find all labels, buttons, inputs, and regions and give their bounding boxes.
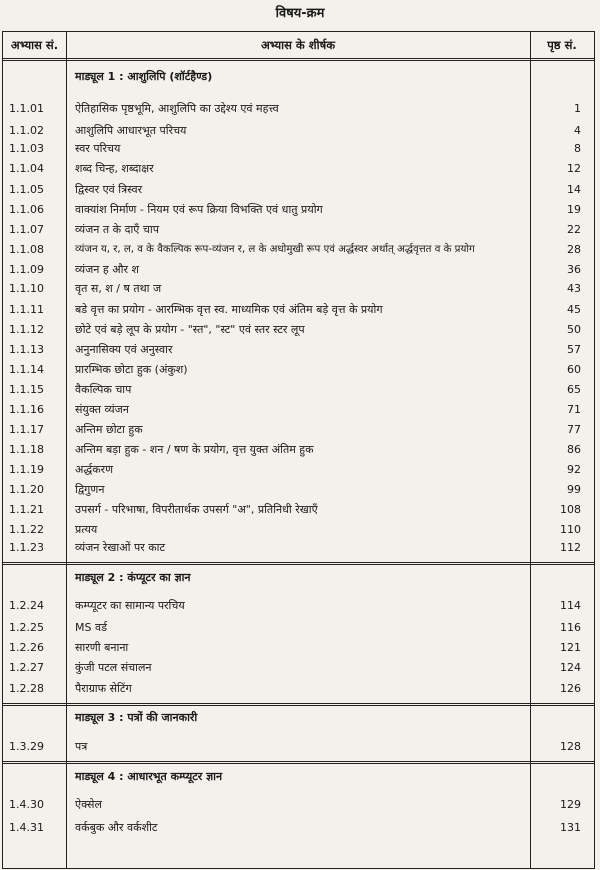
module-title: माड्यूल 3 : पत्रों की जानकारी <box>75 711 198 724</box>
row-number: 1.1.14 <box>9 363 44 376</box>
row-page: 126 <box>560 682 581 695</box>
row-page: 99 <box>567 483 581 496</box>
row-number: 1.1.15 <box>9 383 44 396</box>
row-title: पैराग्राफ सेटिंग <box>75 682 132 695</box>
row-number: 1.1.19 <box>9 463 44 476</box>
row-page: 92 <box>567 463 581 476</box>
row-number: 1.2.25 <box>9 621 44 634</box>
row-page: 77 <box>567 423 581 436</box>
row-page: 8 <box>574 142 581 155</box>
row-title: संयुक्त व्यंजन <box>75 403 129 416</box>
row-page: 12 <box>567 162 581 175</box>
header-title: अभ्यास के शीर्षक <box>260 38 336 52</box>
row-title: ऐक्सेल <box>75 798 102 811</box>
row-title: द्विस्वर एवं त्रिस्वर <box>75 183 143 196</box>
row-page: 108 <box>560 503 581 516</box>
row-title: अर्द्धकरण <box>75 463 114 476</box>
row-title: व्यंजन रेखाओं पर काट <box>75 541 166 554</box>
row-title: स्वर परिचय <box>75 142 121 155</box>
header-rule <box>3 58 594 61</box>
row-title: व्यंजन त के दाएँ चाप <box>75 223 159 236</box>
module-title: माड्यूल 2 : कंप्यूटर का ज्ञान <box>75 571 191 584</box>
row-page: 71 <box>567 403 581 416</box>
row-page: 60 <box>567 363 581 376</box>
section-rule <box>3 562 594 565</box>
row-page: 116 <box>560 621 581 634</box>
module-title: माड्यूल 4 : आधारभूत कम्प्यूटर ज्ञान <box>75 770 223 783</box>
row-number: 1.2.28 <box>9 682 44 695</box>
row-number: 1.1.22 <box>9 523 44 536</box>
row-number: 1.1.09 <box>9 263 44 276</box>
page-title: विषय-क्रम <box>275 6 325 21</box>
row-number: 1.1.18 <box>9 443 44 456</box>
row-page: 110 <box>560 523 581 536</box>
row-title: पत्र <box>75 740 88 753</box>
row-title: वाक्यांश निर्माण - नियम एवं रूप क्रिया विभक्ति एवं धातु प्रयोग <box>75 203 323 216</box>
section-rule <box>3 761 594 764</box>
row-number: 1.1.20 <box>9 483 44 496</box>
row-page: 22 <box>567 223 581 236</box>
row-title: अनुनासिक्य एवं अनुस्वार <box>75 343 173 356</box>
row-number: 1.1.16 <box>9 403 44 416</box>
row-number: 1.1.23 <box>9 541 44 554</box>
row-page: 14 <box>567 183 581 196</box>
row-title: बडे वृत्त का प्रयोग - आरम्भिक वृत्त स्व. माध्यमिक एवं अंतिम बड़े वृत्त के प्रयोग <box>75 303 383 316</box>
section-rule <box>3 703 594 706</box>
row-page: 19 <box>567 203 581 216</box>
row-number: 1.1.02 <box>9 124 44 137</box>
row-number: 1.1.01 <box>9 102 44 115</box>
row-number: 1.1.12 <box>9 323 44 336</box>
row-page: 114 <box>560 599 581 612</box>
row-page: 50 <box>567 323 581 336</box>
row-title: द्विगुणन <box>75 483 105 496</box>
row-page: 124 <box>560 661 581 674</box>
row-number: 1.1.17 <box>9 423 44 436</box>
contents-table <box>2 31 595 869</box>
row-page: 45 <box>567 303 581 316</box>
row-page: 121 <box>560 641 581 654</box>
row-title: कुंजी पटल संचालन <box>75 661 152 674</box>
row-page: 1 <box>574 102 581 115</box>
row-number: 1.1.13 <box>9 343 44 356</box>
row-number: 1.1.21 <box>9 503 44 516</box>
row-number: 1.1.05 <box>9 183 44 196</box>
row-number: 1.1.08 <box>9 243 44 256</box>
row-title: छोटे एवं बड़े लूप के प्रयोग - "स्त", "स्ट" एवं स्तर स्टर लूप <box>75 323 305 336</box>
row-number: 1.4.30 <box>9 798 44 811</box>
row-title: ऐतिहासिक पृष्ठभूमि, आशुलिपि का उद्देश्य एवं महत्त्व <box>75 102 279 115</box>
row-page: 43 <box>567 282 581 295</box>
row-number: 1.4.31 <box>9 821 44 834</box>
row-number: 1.3.29 <box>9 740 44 753</box>
row-page: 28 <box>567 243 581 256</box>
row-title: अन्तिम बड़ा हुक - शन / षण के प्रयोग, वृत्त युक्त अंतिम हुक <box>75 443 314 456</box>
row-title: MS वर्ड <box>75 621 107 634</box>
module-title: माड्यूल 1 : आशुलिपि (शॉर्टहैण्ड) <box>75 70 213 83</box>
row-number: 1.2.27 <box>9 661 44 674</box>
row-page: 4 <box>574 124 581 137</box>
row-title: प्रत्यय <box>75 523 98 536</box>
row-page: 57 <box>567 343 581 356</box>
row-title: शब्द चिन्ह, शब्दाक्षर <box>75 162 154 175</box>
row-title: अन्तिम छोटा हुक <box>75 423 143 436</box>
row-title: वर्कबुक और वर्कशीट <box>75 821 158 834</box>
row-number: 1.1.04 <box>9 162 44 175</box>
row-page: 36 <box>567 263 581 276</box>
row-title: आशुलिपि आधारभूत परिचय <box>75 124 187 137</box>
row-title: व्यंजन ह और श <box>75 263 139 276</box>
row-title: व्यंजन य, र, ल, व के वैकल्पिक रूप-व्यंजन र, ल के अधोमुखी रूप एवं अर्द्धस्वर अर्थात् अर्द्धवृत्तत व के प्रयोग <box>75 244 475 255</box>
row-number: 1.1.03 <box>9 142 44 155</box>
row-page: 86 <box>567 443 581 456</box>
row-number: 1.1.06 <box>9 203 44 216</box>
row-page: 65 <box>567 383 581 396</box>
row-title: उपसर्ग - परिभाषा, विपरीतार्थक उपसर्ग "अ", प्रतिनिधी रेखाएँ <box>75 503 318 516</box>
row-title: वृत स, श / ष तथा ज <box>75 282 162 295</box>
row-title: वैकल्पिक चाप <box>75 383 132 396</box>
row-page: 129 <box>560 798 581 811</box>
row-title: सारणी बनाना <box>75 641 129 654</box>
row-number: 1.1.11 <box>9 303 44 316</box>
row-number: 1.2.24 <box>9 599 44 612</box>
row-number: 1.1.07 <box>9 223 44 236</box>
row-page: 112 <box>560 541 581 554</box>
row-title: प्रारम्भिक छोटा हुक (अंकुश) <box>75 363 188 376</box>
header-number: अभ्यास सं. <box>10 38 59 52</box>
row-number: 1.1.10 <box>9 282 44 295</box>
row-title: कम्प्यूटर का सामान्य परचिय <box>75 599 185 612</box>
row-page: 128 <box>560 740 581 753</box>
row-number: 1.2.26 <box>9 641 44 654</box>
row-page: 131 <box>560 821 581 834</box>
header-page: पृष्ठ सं. <box>547 38 577 52</box>
